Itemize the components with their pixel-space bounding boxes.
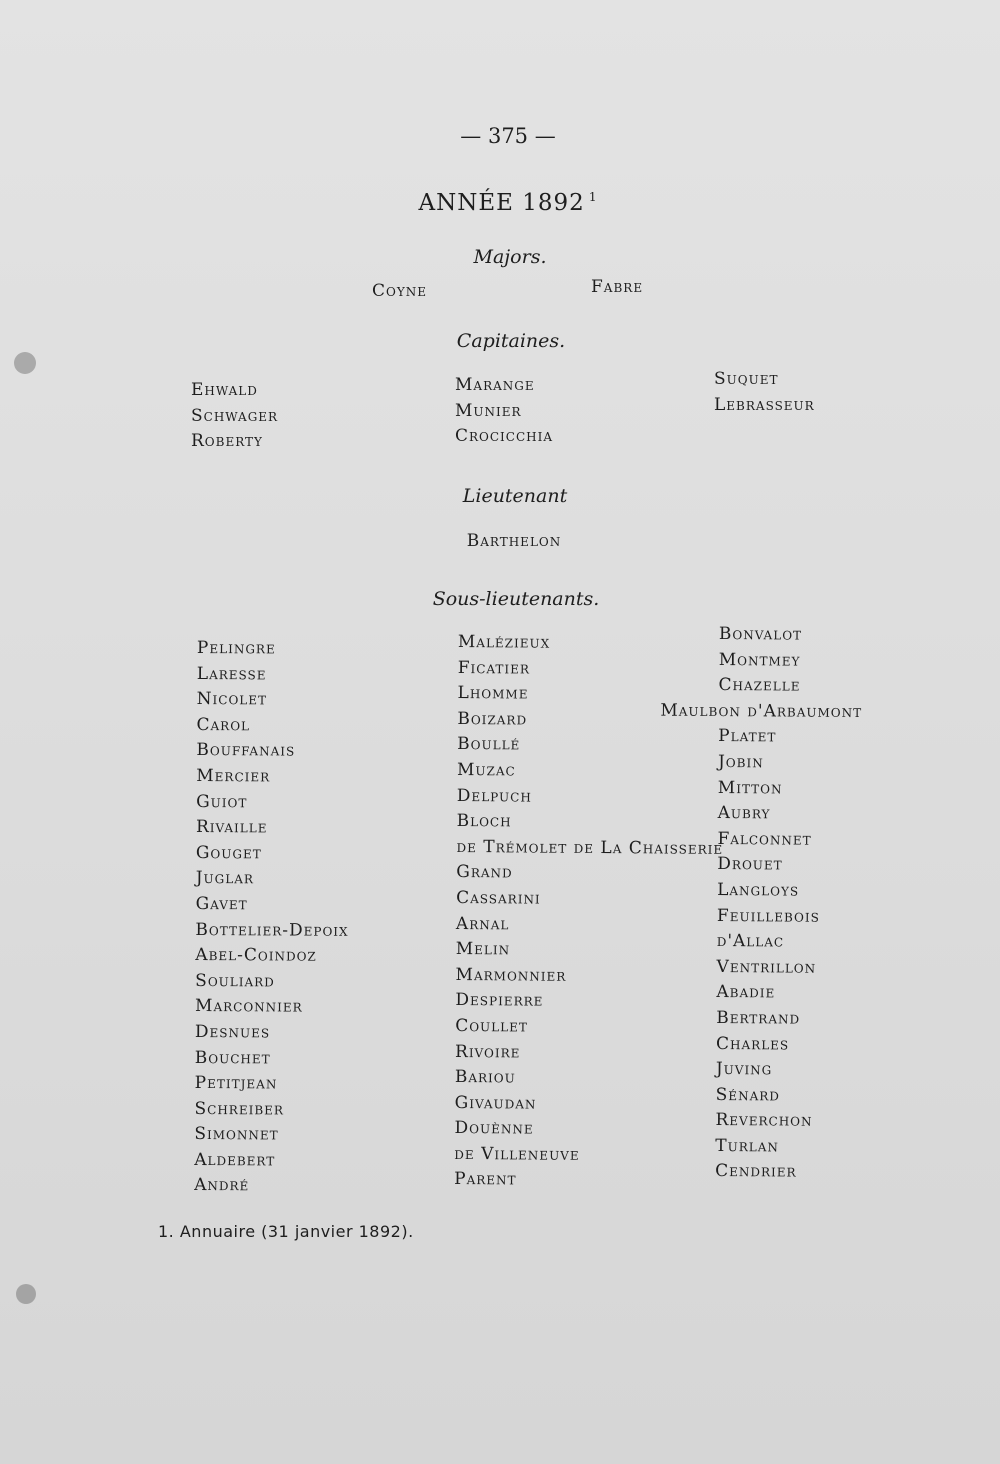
name-sous-lieutenant: Jobin (717, 751, 764, 773)
name-capitaine: Lebrasseur (714, 394, 815, 415)
name-capitaine: Marange (455, 375, 535, 395)
section-title-majors: Majors. (473, 246, 547, 268)
name-sous-lieutenant: Abel-Coindoz (195, 945, 317, 966)
section-title-sous-lieutenants: Sous-lieutenants. (432, 588, 600, 610)
name-sous-lieutenant: Schreiber (194, 1098, 285, 1120)
name-sous-lieutenant: Bloch (456, 811, 512, 832)
name-sous-lieutenant: Givaudan (454, 1092, 537, 1114)
name-sous-lieutenant: Boullé (457, 734, 521, 755)
name-sous-lieutenant: Ficatier (457, 657, 531, 679)
sous-lieutenants-column-1 (194, 636, 350, 1200)
name-sous-lieutenant: Souliard (195, 970, 275, 992)
name-major: Coyne (372, 281, 428, 301)
sous-lieutenants-column-3 (660, 622, 863, 1186)
capitaines-column-3 (714, 367, 815, 418)
name-sous-lieutenant: Muzac (456, 759, 516, 781)
ink-blot (16, 1284, 36, 1304)
section-title-capitaines: Capitaines. (456, 330, 566, 352)
name-major: Fabre (591, 277, 644, 297)
name-sous-lieutenant: Bonvalot (718, 623, 803, 645)
name-sous-lieutenant: Juglar (195, 868, 254, 889)
name-sous-lieutenant: Platet (718, 726, 777, 747)
name-sous-lieutenant: Abadie (716, 982, 776, 1003)
name-sous-lieutenant: Cassarini (456, 887, 541, 909)
page-number: — 375 — (460, 124, 556, 148)
name-sous-lieutenant: Marmonnier (455, 964, 567, 986)
name-sous-lieutenant: Bouchet (194, 1047, 271, 1068)
name-sous-lieutenant: Feuillebois (716, 905, 820, 927)
name-sous-lieutenant: Reverchon (715, 1110, 813, 1131)
name-sous-lieutenant: Falconnet (717, 828, 812, 850)
name-sous-lieutenant: Bariou (454, 1067, 516, 1088)
name-sous-lieutenant: Aubry (717, 803, 771, 824)
name-sous-lieutenant: Douènne (454, 1118, 534, 1139)
name-sous-lieutenant: Arnal (455, 913, 510, 934)
name-sous-lieutenant: Melin (455, 939, 511, 960)
name-sous-lieutenant: Mercier (196, 765, 271, 787)
heading-text: ANNÉE 1892 (418, 190, 585, 216)
name-sous-lieutenant: Boizard (457, 708, 528, 730)
name-sous-lieutenant: Grand (456, 862, 513, 883)
name-sous-lieutenant: Delpuch (456, 785, 532, 807)
name-sous-lieutenant: Guiot (196, 791, 248, 812)
name-sous-lieutenant: Aldebert (194, 1149, 276, 1171)
name-sous-lieutenant: Laresse (196, 663, 267, 684)
name-sous-lieutenant: Despierre (455, 990, 544, 1011)
name-sous-lieutenant: Carol (196, 714, 251, 736)
name-capitaine: Munier (455, 400, 522, 421)
name-sous-lieutenant: Gouget (195, 842, 262, 864)
name-sous-lieutenant: Juving (715, 1059, 773, 1080)
name-capitaine: Crocicchia (455, 426, 554, 447)
name-sous-lieutenant: Parent (454, 1169, 517, 1190)
name-sous-lieutenant: de Trémolet de La Chaisserie (456, 836, 724, 859)
name-sous-lieutenant: Rivaille (195, 817, 268, 838)
name-sous-lieutenant: Gavet (195, 893, 248, 915)
name-sous-lieutenant: Coullet (455, 1015, 528, 1037)
name-capitaine: Schwager (191, 405, 279, 426)
name-sous-lieutenant: Marconnier (195, 996, 303, 1017)
name-sous-lieutenant: Nicolet (196, 689, 268, 710)
capitaines-column-2 (455, 373, 553, 450)
name-sous-lieutenant: Mitton (717, 777, 783, 799)
name-sous-lieutenant: Simonnet (194, 1124, 279, 1145)
name-sous-lieutenant: Maulbon d'Arbaumont (660, 700, 863, 722)
name-sous-lieutenant: Bouffanais (196, 740, 296, 761)
name-sous-lieutenant: Rivoire (454, 1041, 521, 1062)
name-capitaine: Roberty (191, 431, 263, 452)
name-sous-lieutenant: Drouet (717, 854, 783, 875)
name-lieutenant: Barthelon (466, 531, 562, 551)
name-sous-lieutenant: Chazelle (718, 675, 801, 696)
name-sous-lieutenant: de Villeneuve (454, 1143, 580, 1165)
name-sous-lieutenant: Ventrillon (716, 956, 817, 978)
name-sous-lieutenant: Langloys (717, 879, 800, 901)
name-sous-lieutenant: Malézieux (457, 631, 551, 653)
heading-footnote-marker: 1 (588, 190, 598, 205)
section-title-lieutenant: Lieutenant (462, 485, 568, 507)
name-capitaine: Suquet (714, 369, 779, 389)
capitaines-column-1 (191, 378, 278, 455)
name-sous-lieutenant: Petitjean (194, 1073, 278, 1094)
name-sous-lieutenant: André (194, 1175, 250, 1196)
name-sous-lieutenant: Turlan (715, 1135, 780, 1157)
ink-blot (14, 352, 36, 374)
name-sous-lieutenant: d'Allac (716, 931, 785, 952)
name-sous-lieutenant: Lhomme (457, 683, 529, 704)
name-sous-lieutenant: Bertrand (716, 1007, 801, 1029)
name-sous-lieutenant: Bottelier-Depoix (195, 919, 349, 941)
name-sous-lieutenant: Montmey (718, 649, 801, 671)
name-sous-lieutenant: Sénard (715, 1084, 781, 1106)
page-heading (419, 190, 598, 216)
name-capitaine: Ehwald (191, 380, 258, 400)
name-sous-lieutenant: Charles (715, 1033, 790, 1054)
name-sous-lieutenant: Pelingre (196, 638, 276, 659)
footnote: 1. Annuaire (31 janvier 1892). (158, 1222, 414, 1241)
name-sous-lieutenant: Cendrier (715, 1161, 797, 1183)
name-sous-lieutenant: Desnues (194, 1021, 271, 1043)
